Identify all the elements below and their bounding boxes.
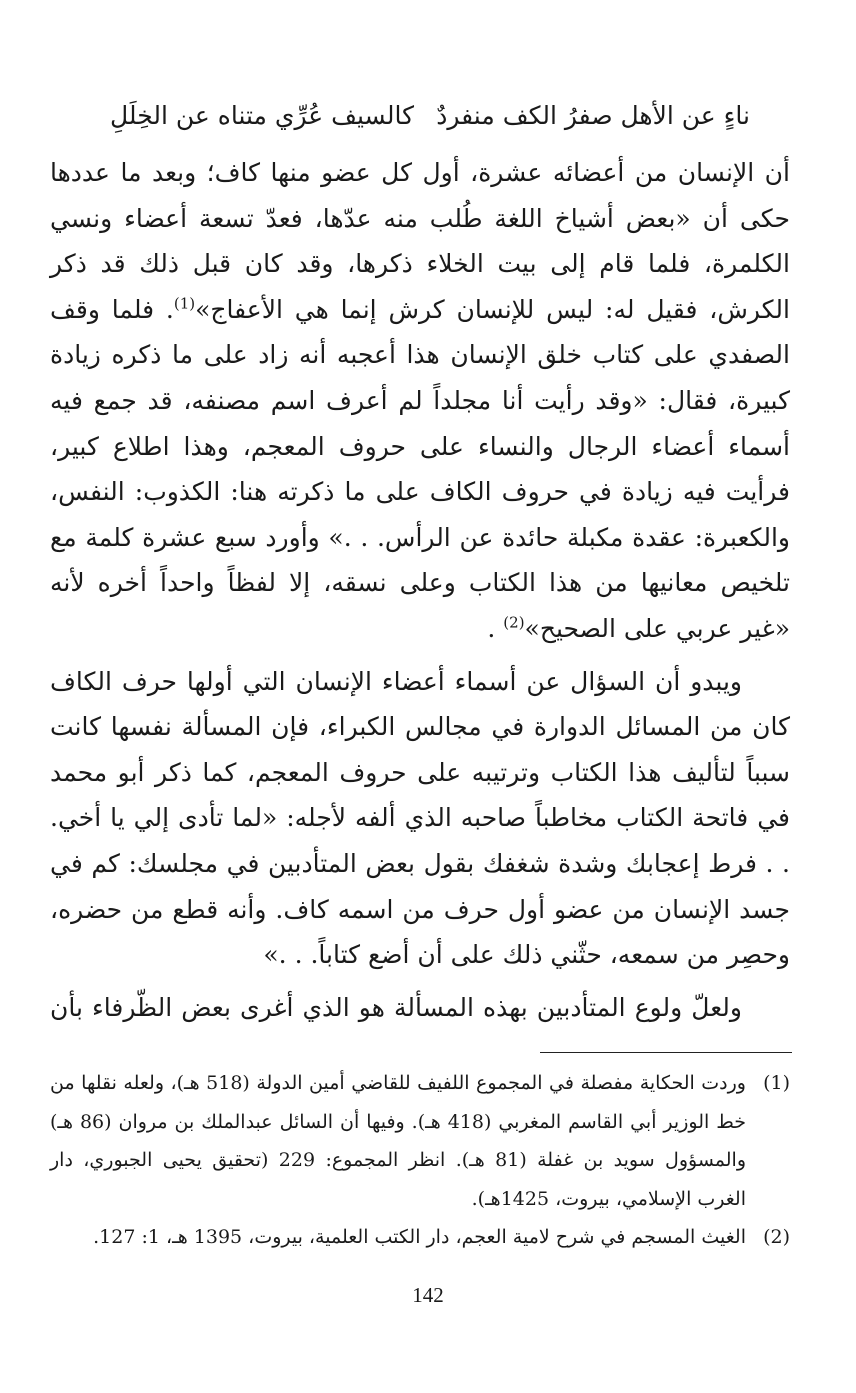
paragraph-1-text-b: . فلما وقف الصفدي على كتاب خلق الإنسان هذا أعجبه أنه زاد على ما ذكره زيادة كبيرة، فقال: «وقد رأيت أنا مجلداً لم أعرف اسم مصنفه، قد جمع فيه أسماء أعضاء الرجال والنساء على حروف المعجم، وهذا اطلاع كبير، فرأيت فيه زيادة في حروف الكاف على ما ذكرته هنا: الكذوب: النفس، والكعبرة: عقدة مكبلة حائدة عن الرأس. . .» وأورد سبع عشرة كلمة مع تلخيص معانيها من هذا الكتاب وعلى نسقه، إلا لفظاً واحداً أخره لأنه «غير عربي على الصحيح» [50, 294, 790, 643]
page-number: 142 [412, 1283, 444, 1307]
footnote-1 [50, 1064, 790, 1218]
footnote-ref-2: (2) [503, 613, 525, 632]
footnote-2-number: (2) [763, 1226, 790, 1248]
paragraph-1-text-a: أن الإنسان من أعضائه عشرة، أول كل عضو منها كاف؛ وبعد ما عددها حكى أن «بعض أشياخ اللغة طُلب منه عدّها، فعدّ تسعة أعضاء ونسي الكلمرة، فلما قام إلى بيت الخلاء ذكرها، وقد كان قبل ذلك قد ذكر الكرش، فقيل له: ليس للإنسان كرش إنما هي الأعفاج» [50, 158, 790, 324]
footnote-separator [540, 1052, 792, 1053]
paragraph-1 [50, 150, 790, 652]
paragraph-3: ولعلّ ولوع المتأدبين بهذه المسألة هو الذي أغرى بعض الظّرفاء بأن [50, 992, 742, 1022]
footnote-ref-1: (1) [173, 294, 196, 313]
poetry-verse [110, 96, 750, 136]
footnote-1-text: وردت الحكاية مفصلة في المجموع اللفيف للقاضي أمين الدولة (518 هـ)، ولعله نقلها من خط الوزير أبي القاسم المغربي (418 هـ). وفيها أن السائل عبدالملك بن مروان (86 هـ) والمسؤول سويد بن غفلة (81 هـ). انظر المجموع: 229 (تحقيق يحيى الجبوري، دار الغرب الإسلامي، بيروت، 1425هـ). [50, 1072, 746, 1210]
footnote-1-number: (1) [763, 1072, 790, 1094]
paragraph-2: ويبدو أن السؤال عن أسماء أعضاء الإنسان التي أولها حرف الكاف كان من المسائل الدوارة في مجالس الكبراء، فإن المسألة نفسها كانت سبباً لتأليف هذا الكتاب وترتيبه على حروف المعجم، كما ذكر أبو محمد في فاتحة الكتاب مخاطباً صاحبه الذي ألفه لأجله: «لما تأدى إلي يا أخي. . . فرط إعجابك وشدة شغفك بقول بعض المتأدبين في مجلسك: كم في جسد الإنسان من عضو أول حرف من اسمه كاف. وأنه قطع من حضره، وحصِر من سمعه، حثّني ذلك على أن أضع كتاباً. . .» [50, 666, 790, 970]
footnotes [50, 1064, 790, 1257]
paragraph-1-text-c: . [487, 613, 504, 643]
footnote-2 [50, 1218, 790, 1257]
main-text [50, 150, 790, 1030]
verse-left-hemistich: كالسيف عُرِّي متناه عن الخِلَلِ [110, 101, 414, 130]
footnote-2-text: الغيث المسجم في شرح لامية العجم، دار الكتب العلمية، بيروت، 1395 هـ، 1: 127. [93, 1226, 746, 1248]
verse-right-hemistich: ناءٍ عن الأهل صفرُ الكف منفردٌ [436, 101, 750, 130]
